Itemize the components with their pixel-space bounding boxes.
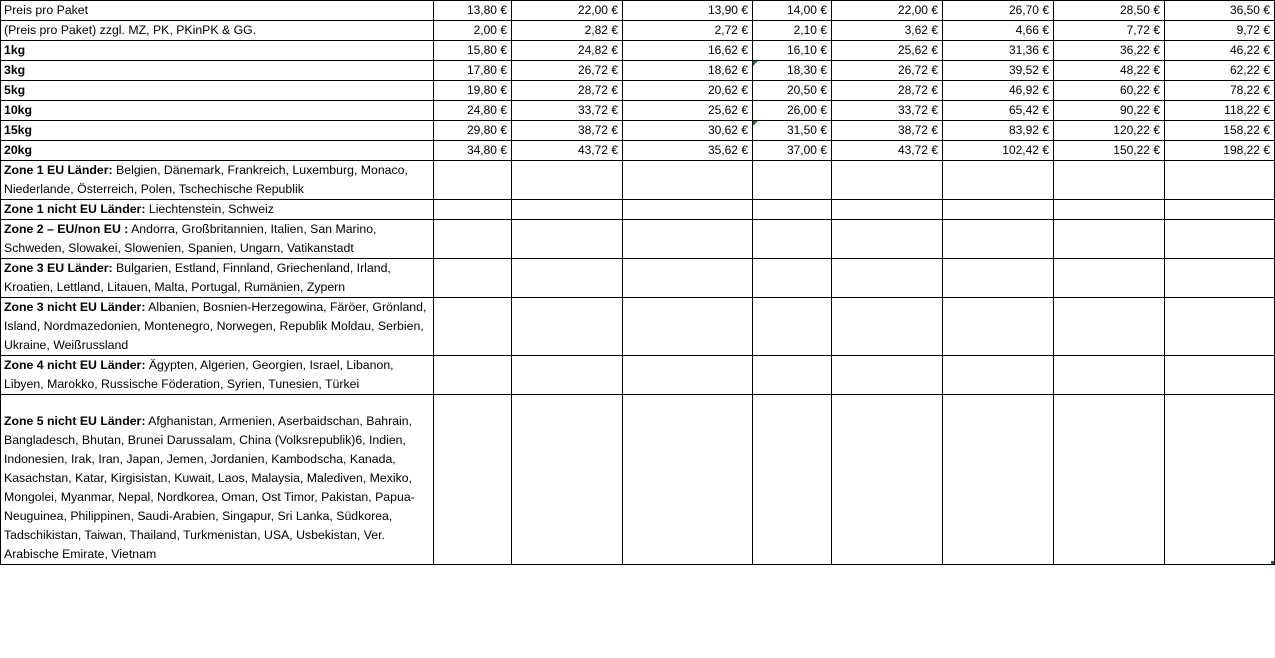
price-value: 26,72 € — [897, 63, 938, 77]
price-value: 34,80 € — [466, 143, 507, 157]
empty-cell[interactable] — [832, 161, 943, 200]
price-value: 9,72 € — [1236, 23, 1270, 37]
price-cell[interactable] — [623, 21, 753, 41]
price-value: 2,10 € — [793, 23, 827, 37]
empty-cell[interactable] — [623, 395, 753, 565]
price-value: 17,80 € — [466, 63, 507, 77]
price-value: 26,72 € — [577, 63, 618, 77]
empty-cell[interactable] — [832, 356, 943, 395]
selection-fill-handle-icon[interactable] — [1271, 561, 1274, 564]
price-cell[interactable] — [1054, 1, 1165, 21]
empty-cell[interactable] — [943, 161, 1054, 200]
zone-description-cell[interactable] — [1, 161, 434, 200]
price-cell[interactable] — [434, 81, 512, 101]
empty-cell[interactable] — [1054, 220, 1165, 259]
price-value: 28,72 € — [577, 83, 618, 97]
price-value: 90,22 € — [1119, 103, 1160, 117]
price-cell[interactable] — [1165, 21, 1275, 41]
price-value: 46,92 € — [1008, 83, 1049, 97]
price-cell[interactable] — [753, 141, 832, 161]
price-value: 29,80 € — [466, 123, 507, 137]
price-cell[interactable] — [943, 41, 1054, 61]
price-cell[interactable] — [1165, 41, 1275, 61]
zone-row — [1, 220, 1275, 259]
price-cell[interactable] — [1054, 101, 1165, 121]
empty-cell[interactable] — [1165, 395, 1275, 565]
price-value: 43,72 € — [897, 143, 938, 157]
empty-cell[interactable] — [943, 259, 1054, 298]
price-value: 15,80 € — [466, 43, 507, 57]
price-value: 16,62 € — [707, 43, 748, 57]
price-value: 33,72 € — [577, 103, 618, 117]
price-cell[interactable] — [434, 141, 512, 161]
zone-title: Zone 1 EU Länder: — [4, 163, 113, 177]
empty-cell[interactable] — [832, 200, 943, 220]
row-label-cell[interactable]: 5kg — [1, 81, 434, 101]
price-value: 2,72 € — [714, 23, 748, 37]
price-cell[interactable] — [753, 61, 832, 81]
empty-cell[interactable] — [832, 395, 943, 565]
price-value: 25,62 € — [897, 43, 938, 57]
price-cell[interactable] — [753, 21, 832, 41]
price-cell[interactable] — [1054, 21, 1165, 41]
price-cell[interactable] — [434, 61, 512, 81]
empty-cell[interactable] — [1165, 259, 1275, 298]
zone-countries: Afghanistan, Armenien, Aserbaidschan, Bahrain, Bangladesch, Bhutan, Brunei Darussalam, China (Volksrepublik)6, Indien, Indonesien, Irak, Iran, Japan, Jemen, Jordanien, Kambodscha, Kanada, Kasachstan, Katar, Kirgisistan, Kuwait, Laos, Malaysia, Malediven, Mexiko, Mongolei, Myanmar, Nepal, Nordkorea, Oman, Ost Timor, Pakistan, Papua-Neuguinea, Philippinen, Saudi-Arabien, Singapur, Sri Lanka, Südkorea, Tadschikistan, Taiwan, Thailand, Turkmenistan, USA, Usbekistan, Ver. Arabische Emirate, Vietnam — [4, 414, 415, 561]
empty-cell[interactable] — [512, 161, 623, 200]
price-value: 19,80 € — [466, 83, 507, 97]
price-row — [1, 61, 1275, 81]
price-cell[interactable] — [434, 21, 512, 41]
price-value: 14,00 € — [786, 3, 827, 17]
price-value: 43,72 € — [577, 143, 618, 157]
price-cell[interactable] — [512, 121, 623, 141]
empty-cell[interactable] — [512, 395, 623, 565]
price-value: 20,62 € — [707, 83, 748, 97]
empty-cell[interactable] — [832, 298, 943, 356]
empty-cell[interactable] — [623, 298, 753, 356]
price-cell[interactable] — [512, 41, 623, 61]
price-value: 22,00 € — [897, 3, 938, 17]
price-row — [1, 21, 1275, 41]
empty-cell[interactable] — [753, 220, 832, 259]
price-value: 158,22 € — [1223, 123, 1270, 137]
price-value: 18,30 € — [786, 63, 827, 77]
price-value: 26,00 € — [786, 103, 827, 117]
empty-cell[interactable] — [434, 395, 512, 565]
empty-cell[interactable] — [1165, 356, 1275, 395]
price-value: 25,62 € — [707, 103, 748, 117]
price-cell[interactable] — [512, 141, 623, 161]
empty-cell[interactable] — [753, 200, 832, 220]
price-value: 36,22 € — [1119, 43, 1160, 57]
price-value: 102,42 € — [1002, 143, 1049, 157]
zone-countries: Liechtenstein, Schweiz — [145, 202, 274, 216]
price-value: 13,80 € — [466, 3, 507, 17]
price-cell[interactable] — [434, 1, 512, 21]
empty-cell[interactable] — [623, 161, 753, 200]
row-label-cell[interactable]: Preis pro Paket — [1, 1, 434, 21]
price-cell[interactable] — [832, 41, 943, 61]
empty-cell[interactable] — [1054, 161, 1165, 200]
price-value: 3,62 € — [904, 23, 938, 37]
price-cell[interactable] — [623, 121, 753, 141]
zone-row — [1, 298, 1275, 356]
empty-cell[interactable] — [943, 220, 1054, 259]
zone-countries: Ägypten, Algerien, Georgien, Israel, Libanon, Libyen, Marokko, Russische Föderation, Syrien, Tunesien, Türkei — [4, 358, 394, 391]
price-value: 24,80 € — [466, 103, 507, 117]
row-label-cell[interactable]: 15kg — [1, 121, 434, 141]
price-cell[interactable] — [1054, 141, 1165, 161]
empty-cell[interactable] — [434, 356, 512, 395]
price-cell[interactable] — [753, 101, 832, 121]
price-cell[interactable] — [753, 1, 832, 21]
price-cell[interactable] — [1054, 41, 1165, 61]
empty-cell[interactable] — [512, 200, 623, 220]
price-cell[interactable] — [434, 121, 512, 141]
price-cell[interactable] — [753, 121, 832, 141]
zone-row — [1, 356, 1275, 395]
price-cell[interactable] — [623, 81, 753, 101]
price-cell[interactable] — [434, 101, 512, 121]
row-label-cell[interactable]: 10kg — [1, 101, 434, 121]
zone-title: Zone 4 nicht EU Länder: — [4, 358, 146, 372]
empty-cell[interactable] — [943, 200, 1054, 220]
price-value: 65,42 € — [1008, 103, 1049, 117]
price-value: 4,66 € — [1015, 23, 1049, 37]
price-value: 7,72 € — [1126, 23, 1160, 37]
price-cell[interactable] — [943, 101, 1054, 121]
price-cell[interactable] — [512, 1, 623, 21]
price-value: 24,82 € — [577, 43, 618, 57]
empty-cell[interactable] — [512, 298, 623, 356]
price-value: 35,62 € — [707, 143, 748, 157]
row-label-cell[interactable]: 1kg — [1, 41, 434, 61]
price-value: 13,90 € — [707, 3, 748, 17]
price-value: 38,72 € — [897, 123, 938, 137]
empty-cell[interactable] — [623, 259, 753, 298]
empty-cell[interactable] — [434, 200, 512, 220]
price-value: 198,22 € — [1223, 143, 1270, 157]
price-cell[interactable] — [623, 1, 753, 21]
price-cell[interactable] — [943, 61, 1054, 81]
price-row — [1, 81, 1275, 101]
price-value: 38,72 € — [577, 123, 618, 137]
price-cell[interactable] — [1054, 121, 1165, 141]
price-value: 120,22 € — [1113, 123, 1160, 137]
grid-body — [1, 1, 1275, 565]
zone-row — [1, 200, 1275, 220]
empty-cell[interactable] — [434, 259, 512, 298]
price-cell[interactable] — [832, 81, 943, 101]
price-cell[interactable] — [943, 121, 1054, 141]
zone-description-cell[interactable] — [1, 259, 434, 298]
zone-countries: Albanien, Bosnien-Herzegowina, Färöer, Grönland, Island, Nordmazedonien, Montenegro, Norwegen, Republik Moldau, Serbien, Ukraine, Weißrussland — [4, 300, 427, 352]
price-value: 62,22 € — [1229, 63, 1270, 77]
price-cell[interactable] — [943, 21, 1054, 41]
price-cell[interactable] — [832, 61, 943, 81]
zone-countries: Andorra, Großbritannien, Italien, San Marino, Schweden, Slowakei, Slowenien, Spanien, Ungarn, Vatikanstadt — [4, 222, 377, 255]
zone-countries: Belgien, Dänemark, Frankreich, Luxemburg, Monaco, Niederlande, Österreich, Polen, Tschechische Republik — [4, 163, 408, 196]
price-cell[interactable] — [832, 101, 943, 121]
price-cell[interactable] — [1054, 81, 1165, 101]
price-value: 31,36 € — [1008, 43, 1049, 57]
price-value: 36,50 € — [1229, 3, 1270, 17]
price-cell[interactable] — [832, 21, 943, 41]
price-row — [1, 1, 1275, 21]
price-cell[interactable] — [1165, 141, 1275, 161]
row-label-cell[interactable]: 3kg — [1, 61, 434, 81]
empty-cell[interactable] — [943, 356, 1054, 395]
price-cell[interactable] — [623, 101, 753, 121]
empty-cell[interactable] — [1165, 220, 1275, 259]
price-cell[interactable] — [1165, 121, 1275, 141]
empty-cell[interactable] — [1054, 298, 1165, 356]
empty-cell[interactable] — [623, 220, 753, 259]
zone-description-cell[interactable] — [1, 298, 434, 356]
price-cell[interactable] — [512, 21, 623, 41]
price-value: 2,82 € — [584, 23, 618, 37]
price-cell[interactable] — [943, 1, 1054, 21]
price-cell[interactable] — [434, 41, 512, 61]
empty-cell[interactable] — [1165, 298, 1275, 356]
price-cell[interactable] — [512, 61, 623, 81]
zone-description-cell[interactable] — [1, 395, 434, 565]
price-value: 26,70 € — [1008, 3, 1049, 17]
price-value: 30,62 € — [707, 123, 748, 137]
empty-cell[interactable] — [1165, 161, 1275, 200]
zone-row — [1, 395, 1275, 565]
price-value: 37,00 € — [786, 143, 827, 157]
price-cell[interactable] — [623, 141, 753, 161]
zone-description-cell[interactable] — [1, 200, 434, 220]
price-value: 118,22 € — [1224, 103, 1270, 117]
empty-cell[interactable] — [434, 161, 512, 200]
price-cell[interactable] — [832, 121, 943, 141]
price-value: 78,22 € — [1229, 83, 1270, 97]
price-value: 20,50 € — [786, 83, 827, 97]
empty-cell[interactable] — [512, 259, 623, 298]
price-cell[interactable] — [1165, 1, 1275, 21]
empty-cell[interactable] — [832, 259, 943, 298]
zone-description-cell[interactable] — [1, 356, 434, 395]
price-value: 28,50 € — [1119, 3, 1160, 17]
price-value: 150,22 € — [1113, 143, 1160, 157]
price-row — [1, 101, 1275, 121]
zone-countries: Bulgarien, Estland, Finnland, Griechenland, Irland, Kroatien, Lettland, Litauen, Malta, Portugal, Rumänien, Zypern — [4, 261, 391, 294]
price-cell[interactable] — [943, 81, 1054, 101]
row-label-cell[interactable]: 20kg — [1, 141, 434, 161]
price-cell[interactable] — [1165, 101, 1275, 121]
zone-title: Zone 3 nicht EU Länder: — [4, 300, 146, 314]
empty-cell[interactable] — [1165, 200, 1275, 220]
empty-cell[interactable] — [753, 356, 832, 395]
zone-title: Zone 2 – EU/non EU : — [4, 222, 129, 236]
price-value: 60,22 € — [1119, 83, 1160, 97]
empty-cell[interactable] — [434, 298, 512, 356]
empty-cell[interactable] — [623, 356, 753, 395]
price-cell[interactable] — [512, 81, 623, 101]
empty-cell[interactable] — [1054, 200, 1165, 220]
price-cell[interactable] — [753, 41, 832, 61]
price-value: 33,72 € — [897, 103, 938, 117]
empty-cell[interactable] — [1054, 356, 1165, 395]
zone-title: Zone 3 EU Länder: — [4, 261, 113, 275]
price-cell[interactable] — [1165, 81, 1275, 101]
price-value: 39,52 € — [1008, 63, 1049, 77]
price-value: 48,22 € — [1119, 63, 1160, 77]
price-cell[interactable] — [753, 81, 832, 101]
row-label-cell[interactable]: (Preis pro Paket) zzgl. MZ, PK, PKinPK & GG. — [1, 21, 434, 41]
price-cell[interactable] — [512, 101, 623, 121]
price-row — [1, 141, 1275, 161]
price-value: 46,22 € — [1229, 43, 1270, 57]
empty-cell[interactable] — [943, 395, 1054, 565]
price-cell[interactable] — [832, 1, 943, 21]
empty-cell[interactable] — [753, 161, 832, 200]
empty-cell[interactable] — [1054, 259, 1165, 298]
zone-description-cell[interactable] — [1, 220, 434, 259]
zone-row — [1, 161, 1275, 200]
price-cell[interactable] — [1165, 61, 1275, 81]
price-cell[interactable] — [623, 61, 753, 81]
price-row — [1, 121, 1275, 141]
empty-cell[interactable] — [623, 200, 753, 220]
zone-row — [1, 259, 1275, 298]
empty-cell[interactable] — [753, 298, 832, 356]
price-value: 18,62 € — [707, 63, 748, 77]
empty-cell[interactable] — [512, 220, 623, 259]
price-value: 22,00 € — [577, 3, 618, 17]
price-cell[interactable] — [1054, 61, 1165, 81]
price-value: 31,50 € — [786, 123, 827, 137]
comment-indicator-icon[interactable] — [753, 121, 758, 126]
empty-cell[interactable] — [753, 395, 832, 565]
empty-cell[interactable] — [832, 220, 943, 259]
price-cell[interactable] — [623, 41, 753, 61]
price-cell[interactable] — [943, 141, 1054, 161]
price-row — [1, 41, 1275, 61]
empty-cell[interactable] — [512, 356, 623, 395]
price-cell[interactable] — [832, 141, 943, 161]
empty-cell[interactable] — [434, 220, 512, 259]
empty-cell[interactable] — [753, 259, 832, 298]
empty-cell[interactable] — [1054, 395, 1165, 565]
price-value: 16,10 € — [786, 43, 827, 57]
price-value: 2,00 € — [473, 23, 507, 37]
zone-title: Zone 5 nicht EU Länder: — [4, 414, 146, 428]
price-value: 28,72 € — [897, 83, 938, 97]
empty-cell[interactable] — [943, 298, 1054, 356]
comment-indicator-icon[interactable] — [753, 61, 758, 66]
zone-title: Zone 1 nicht EU Länder: — [4, 202, 146, 216]
price-value: 83,92 € — [1008, 123, 1049, 137]
